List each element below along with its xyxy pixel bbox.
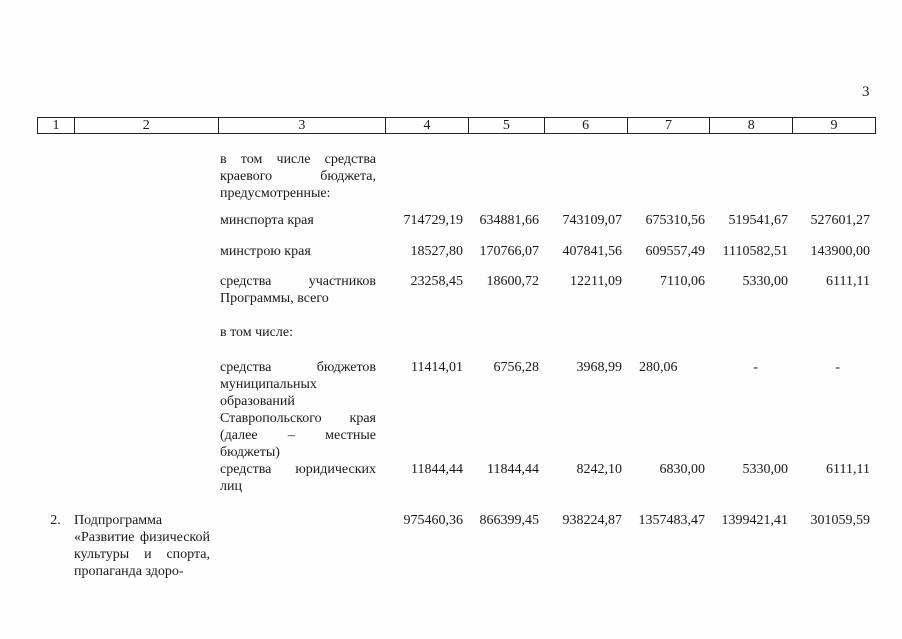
value-col-4: 23258,45 bbox=[410, 274, 463, 289]
row-label: в том числе средства краевого бюджета, предусмотренные: bbox=[220, 152, 376, 201]
value-col-7 bbox=[628, 324, 711, 341]
value-col-4 bbox=[386, 151, 469, 202]
value-col-8 bbox=[711, 324, 794, 341]
page-number: 3 bbox=[862, 84, 870, 100]
table-row bbox=[37, 243, 876, 260]
value-col-8: 519541,67 bbox=[728, 213, 788, 228]
value-col-5 bbox=[469, 151, 545, 202]
value-col-6: 3968,99 bbox=[576, 360, 622, 375]
row-subprogram bbox=[74, 151, 218, 202]
row-index bbox=[37, 359, 74, 461]
value-col-4: 11414,01 bbox=[411, 360, 463, 375]
value-col-7: 609557,49 bbox=[645, 244, 705, 259]
table-row bbox=[37, 461, 876, 495]
value-col-5: 866399,45 bbox=[479, 513, 539, 528]
value-col-4 bbox=[386, 324, 469, 341]
value-col-9 bbox=[794, 324, 876, 341]
value-col-6: 743109,07 bbox=[562, 213, 622, 228]
table-row bbox=[37, 359, 876, 461]
table-row bbox=[37, 151, 876, 202]
value-col-7 bbox=[628, 151, 711, 202]
row-index bbox=[37, 324, 74, 341]
table-row bbox=[37, 512, 876, 580]
header-col-3: 3 bbox=[219, 118, 387, 133]
row-index bbox=[37, 273, 74, 307]
value-col-9: - bbox=[835, 360, 840, 375]
value-col-8: - bbox=[753, 360, 758, 375]
header-col-9: 9 bbox=[830, 118, 838, 133]
row-subprogram bbox=[74, 324, 218, 341]
value-col-5: 11844,44 bbox=[487, 462, 539, 477]
value-col-9: 143900,00 bbox=[810, 244, 870, 259]
row-subprogram bbox=[74, 359, 218, 461]
header-col-7: 7 bbox=[628, 118, 711, 133]
value-col-4: 11844,44 bbox=[411, 462, 463, 477]
value-col-7: 280,06 bbox=[639, 360, 678, 375]
value-col-6 bbox=[545, 324, 628, 341]
value-col-7: 675310,56 bbox=[645, 213, 705, 228]
value-col-5: 634881,66 bbox=[479, 213, 539, 228]
row-subprogram bbox=[74, 273, 218, 307]
value-col-9: 6111,11 bbox=[826, 274, 870, 289]
row-label: минстрою края bbox=[220, 244, 311, 259]
row-index: 2. bbox=[50, 513, 61, 528]
column-number-header bbox=[37, 117, 876, 134]
row-subprogram bbox=[74, 461, 218, 495]
value-col-5: 18600,72 bbox=[486, 274, 539, 289]
value-col-8: 1110582,51 bbox=[722, 244, 788, 259]
value-col-9: 6111,11 bbox=[826, 462, 870, 477]
row-label: средства бюджетов муниципальных образований Ставропольского края (далее – местные бюджеты) bbox=[220, 360, 376, 460]
row-index bbox=[37, 151, 74, 202]
value-col-5 bbox=[469, 324, 545, 341]
row-index bbox=[37, 461, 74, 495]
value-col-4: 975460,36 bbox=[403, 513, 463, 528]
value-col-9: 301059,59 bbox=[810, 513, 870, 528]
value-col-5: 6756,28 bbox=[493, 360, 539, 375]
value-col-8: 5330,00 bbox=[742, 274, 788, 289]
value-col-6: 938224,87 bbox=[562, 513, 622, 528]
header-col-8: 8 bbox=[710, 118, 793, 133]
header-col-5: 5 bbox=[469, 118, 545, 133]
value-col-7: 1357483,47 bbox=[638, 513, 705, 528]
table-row bbox=[37, 273, 876, 307]
row-label: минспорта края bbox=[220, 213, 314, 228]
row-index bbox=[37, 212, 74, 229]
table-row bbox=[37, 324, 876, 341]
row-subprogram bbox=[74, 243, 218, 260]
value-col-8: 5330,00 bbox=[742, 462, 788, 477]
value-col-9 bbox=[794, 151, 876, 202]
row-label: средства юридических лиц bbox=[220, 462, 376, 494]
row-subprogram: Подпрограмма «Развитие физической культуры и спорта, пропаганда здоро- bbox=[74, 513, 210, 579]
value-col-6: 407841,56 bbox=[562, 244, 622, 259]
value-col-6 bbox=[545, 151, 628, 202]
value-col-8: 1399421,41 bbox=[721, 513, 788, 528]
row-label bbox=[218, 512, 386, 580]
value-col-4: 18527,80 bbox=[410, 244, 463, 259]
header-col-2: 2 bbox=[75, 118, 219, 133]
header-col-6: 6 bbox=[545, 118, 628, 133]
header-col-1: 1 bbox=[38, 118, 75, 133]
row-subprogram bbox=[74, 212, 218, 229]
header-col-4: 4 bbox=[386, 118, 469, 133]
value-col-5: 170766,07 bbox=[479, 244, 539, 259]
value-col-7: 6830,00 bbox=[659, 462, 705, 477]
row-label: средства участников Программы, всего bbox=[220, 274, 376, 306]
value-col-6: 12211,09 bbox=[570, 274, 622, 289]
row-index bbox=[37, 243, 74, 260]
value-col-9: 527601,27 bbox=[810, 213, 870, 228]
value-col-8 bbox=[711, 151, 794, 202]
row-label: в том числе: bbox=[220, 325, 293, 340]
value-col-6: 8242,10 bbox=[576, 462, 622, 477]
value-col-4: 714729,19 bbox=[403, 213, 463, 228]
table-row bbox=[37, 212, 876, 229]
value-col-7: 7110,06 bbox=[660, 274, 705, 289]
